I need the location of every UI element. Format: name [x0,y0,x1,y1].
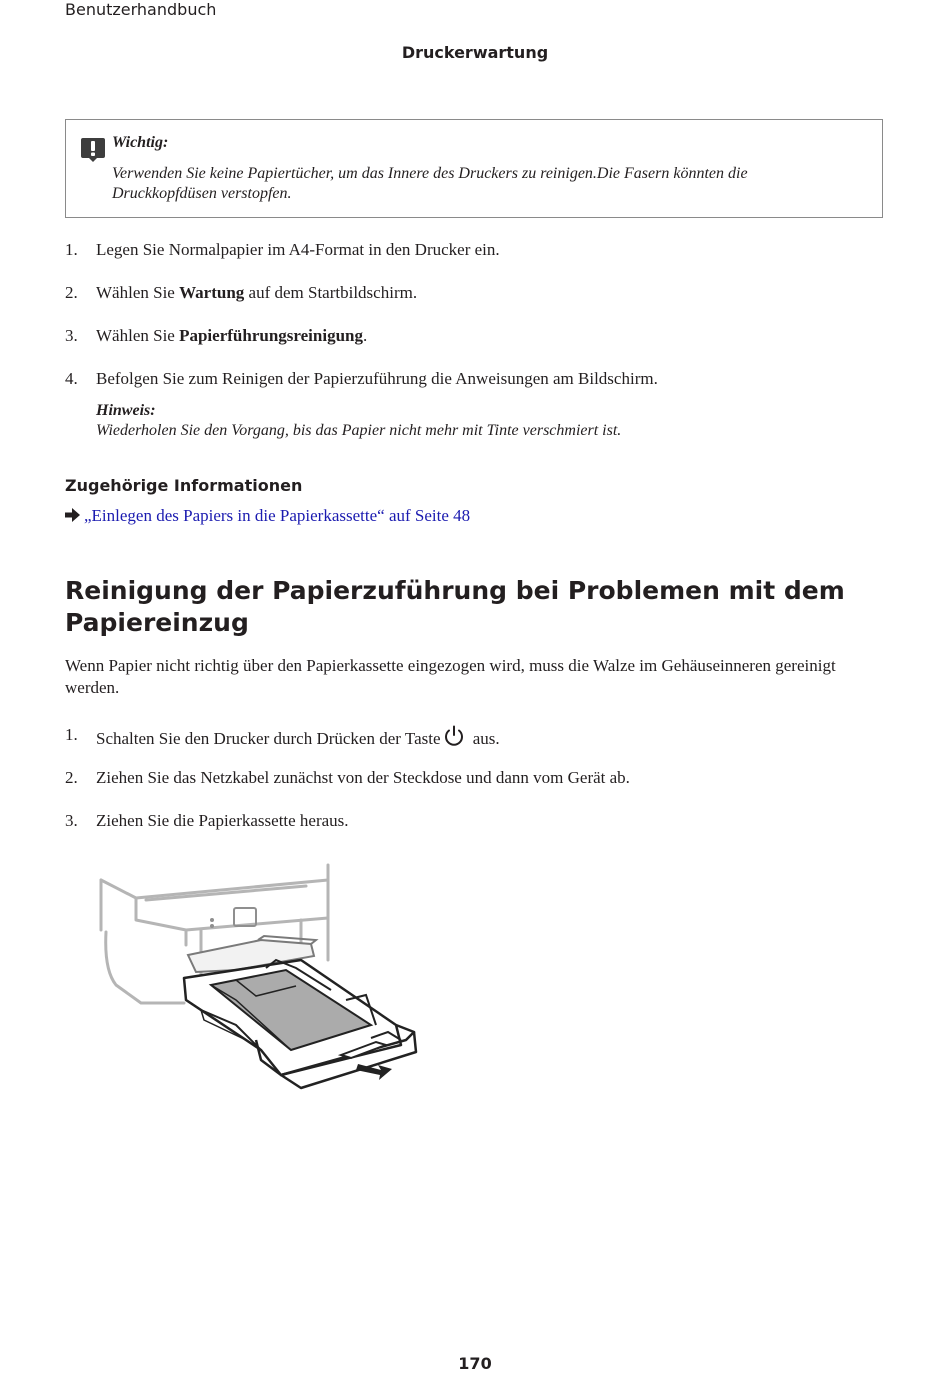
related-info-heading: Zugehörige Informationen [65,476,303,495]
step-text-after: auf dem Startbildschirm. [244,283,418,302]
step-text-after: . [362,326,368,345]
note [96,401,621,441]
important-label: Wichtig: [112,134,169,151]
step-number: 1. [65,725,78,744]
menu-term-wartung: Wartung [179,283,245,302]
step-number: 4. [65,369,78,388]
intro-paragraph: Wenn Papier nicht richtig über den Papierkassette eingezogen wird, muss die Walze im Gehäuseinneren gereinigt werden. [65,656,836,697]
step-number: 2. [65,768,78,787]
note-text: Wiederholen Sie den Vorgang, bis das Papier nicht mehr mit Tinte verschmiert ist. [96,422,622,439]
note-label: Hinweis: [96,402,156,419]
step-text [96,725,500,749]
step-text [96,326,367,346]
related-link-paper-cassette[interactable]: „Einlegen des Papiers in die Papierkassette“ auf Seite 48 [84,506,471,525]
menu-term-papierfuehrungsreinigung: Papierführungsreinigung [179,326,363,345]
step-number: 3. [65,811,78,830]
arrow-right-icon [65,508,80,522]
printer-paper-cassette-illustration [96,860,426,1100]
step-text-before: Wählen Sie [96,283,180,302]
main-heading: Reinigung der Papierzuführung bei Problemen mit dem Papiereinzug [65,576,845,637]
step-number: 3. [65,326,78,345]
step-text [96,283,417,303]
page-number: 170 [458,1354,492,1373]
important-text: Verwenden Sie keine Papiertücher, um das Innere des Druckers zu reinigen.Die Fasern könnten die Druckkopfdüsen verstopfen. [112,165,748,202]
step-text: Ziehen Sie das Netzkabel zunächst von der Steckdose und dann vom Gerät ab. [96,768,630,787]
step-text: Befolgen Sie zum Reinigen der Papierzuführung die Anweisungen am Bildschirm. [96,369,658,388]
step-text: Legen Sie Normalpapier im A4-Format in den Drucker ein. [96,240,500,259]
step-text-before: Schalten Sie den Drucker durch Drücken der Taste [96,729,441,748]
step-number: 2. [65,283,78,302]
related-link-row [65,506,470,526]
section-title: Druckerwartung [401,43,549,62]
step-text-after: aus. [468,729,500,748]
step-text-before: Wählen Sie [96,326,180,345]
step-text: Ziehen Sie die Papierkassette heraus. [96,811,349,830]
step-number: 1. [65,240,78,259]
power-icon [443,725,465,747]
document-title: Benutzerhandbuch [65,0,217,19]
exclamation-icon [80,137,106,163]
important-callout [65,119,883,218]
